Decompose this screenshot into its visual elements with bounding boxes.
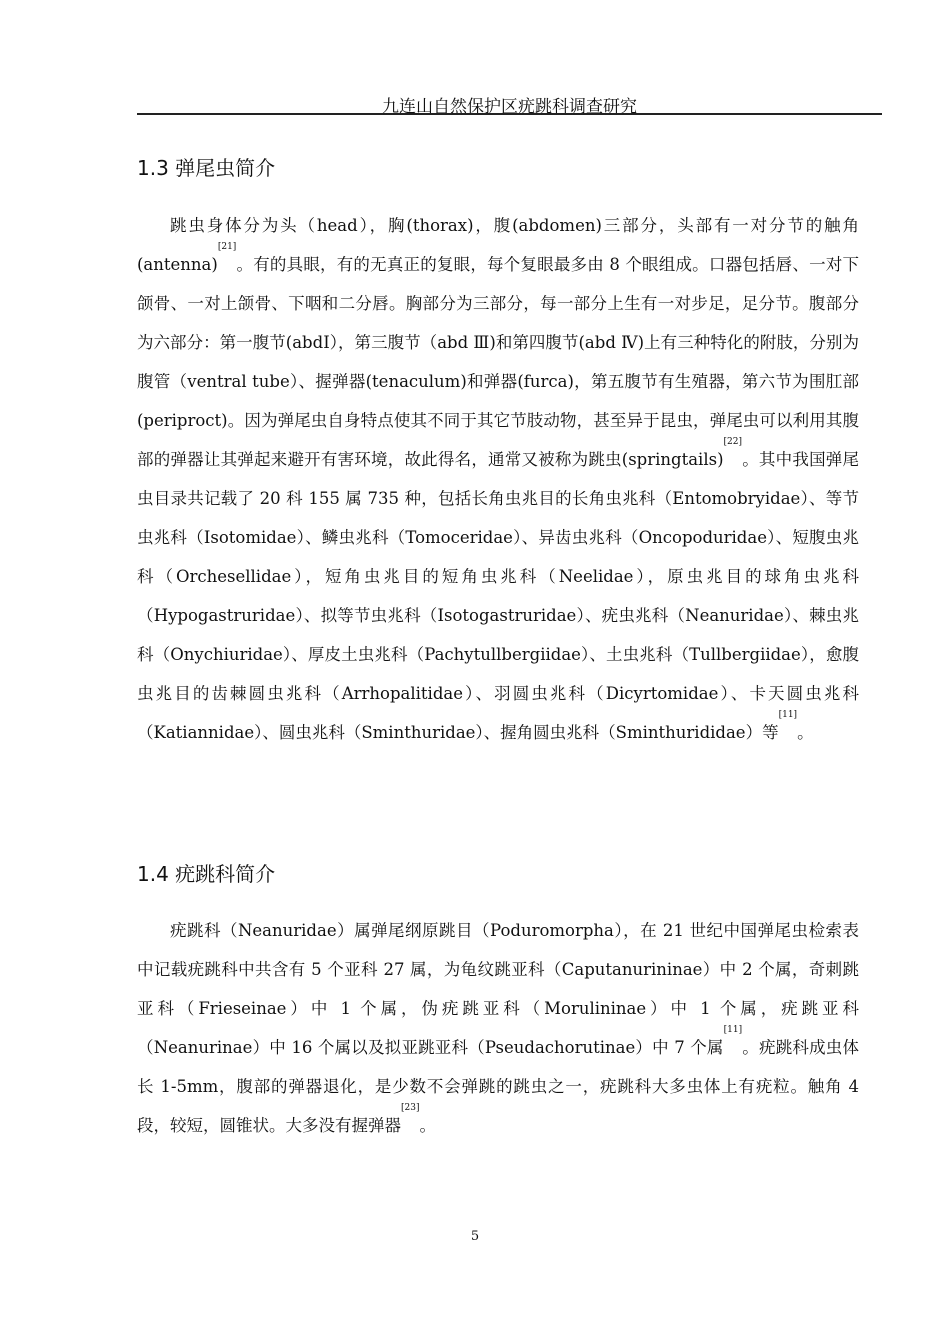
page-number: 5 — [470, 1229, 480, 1244]
text-run: 跳虫身体分为头（head），胸(thorax)，腹(abdomen)三部分，头部有一对分节的触角(antenna) — [137, 216, 859, 274]
text-run: 。疣跳科成虫体长 1-5mm，腹部的弹器退化，是少数不会弹跳的跳虫之一，疣跳科大多虫体上有疣粒。触角 4 段，较短，圆锥状。大多没有握弹器 — [137, 1038, 860, 1135]
citation: [11] — [723, 1025, 743, 1035]
text-run: 。其中我国弹尾虫目录共记载了 20 科 155 属 735 种，包括长角虫兆目的长角虫兆科（Entomobryidae）、等节虫兆科（Isotomidae）、鳞虫兆科（Tomoceridae）、异齿虫兆科（Oncopoduridae）、短腹虫兆科（Orchesellidae），短角虫兆目的短角虫兆科（Neelidae），原虫兆目的球角虫兆科（Hypogastruridae）、拟等节虫兆科（Isotogastruridae）、疣虫兆科（Neanuridae）、棘虫兆科（Onychiuridae）、厚皮土虫兆科（Pachytullbergiidae）、土虫兆科（Tullbergiidae），愈腹虫兆目的齿棘圆虫兆科（Arrhopalitidae）、羽圆虫兆科（Dicyrtomidae）、卡天圆虫兆科（Katiannidae）、圆虫兆科（Sminthuridae）、握角圆虫兆科（Sminthurididae）等 — [137, 450, 860, 742]
citation: [21] — [217, 242, 237, 252]
citation: [22] — [723, 437, 742, 447]
paragraph-springtail-intro — [137, 206, 859, 752]
text-run: 。 — [419, 1116, 436, 1135]
text-run: 。 — [797, 723, 814, 742]
header-rule — [137, 113, 882, 115]
running-header: 九连山自然保护区疣跳科调查研究 — [382, 97, 637, 117]
section-heading-springtail-intro: 1.3 弹尾虫简介 — [137, 156, 276, 180]
text-run: 疣跳科（Neanuridae）属弹尾纲原跳目（Poduromorpha），在 21 世纪中国弹尾虫检索表中记载疣跳科中共含有 5 个亚科 27 属，为龟纹跳亚科（Caputanurininae）中 2 个属，奇刺跳亚科（Frieseinae）中 1 个属，伪疣跳亚科（Morulininae）中 1 个属，疣跳亚科（Neanurinae）中 16 个属以及拟亚跳亚科（Pseudachorutinae）中 7 个属 — [137, 921, 859, 1057]
citation: [23] — [401, 1103, 420, 1113]
section-heading-neanuridae-intro: 1.4 疣跳科简介 — [137, 862, 276, 886]
citation: [11] — [778, 710, 798, 720]
paragraph-neanuridae-intro — [137, 911, 859, 1145]
text-run: 。有的具眼，有的无真正的复眼，每个复眼最多由 8 个眼组成。口器包括唇、一对下颌骨、一对上颌骨、下咽和二分唇。胸部分为三部分，每一部分上生有一对步足，足分节。腹部分为六部分：第一腹节(abdⅠ），第三腹节（abd Ⅲ)和第四腹节(abd Ⅳ)上有三种特化的附肢，分别为腹管（ventral tube）、握弹器(tenaculum)和弹器(furca)，第五腹节有生殖器，第六节为围肛部(periproct)。因为弹尾虫自身特点使其不同于其它节肢动物，甚至异于昆虫，弹尾虫可以利用其腹部的弹器让其弹起来避开有害环境，故此得名，通常又被称为跳虫(springtails) — [137, 255, 859, 469]
